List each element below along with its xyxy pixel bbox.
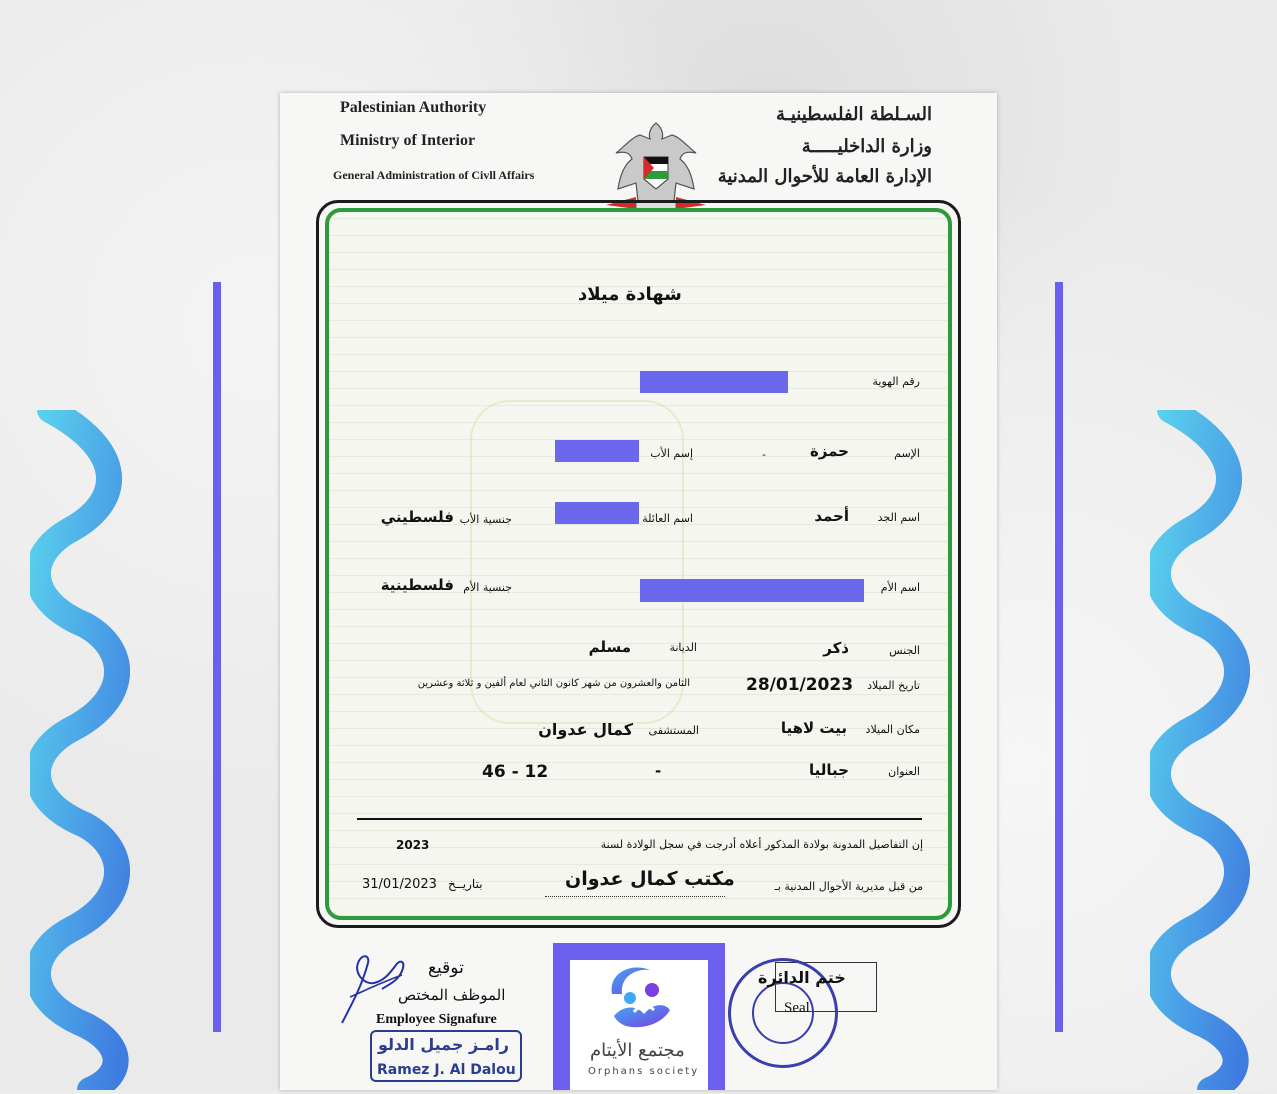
address-number: 46 - 12 — [482, 762, 549, 782]
id-redaction — [640, 371, 788, 393]
issued-date-value: 31/01/2023 — [362, 877, 437, 892]
grandfather-value: أحمد — [814, 507, 849, 525]
registration-statement: إن التفاصيل المدونة بولادة المذكور أعلاه أدرجت في سجل الولادة لسنة — [600, 838, 923, 851]
header-ar-ministry: وزارة الداخليـــــة — [801, 136, 932, 157]
handwritten-signature — [340, 945, 410, 1027]
seal-label-ar: ختم الدائرة — [758, 968, 846, 987]
header-en-administration: General Administration of Civll Affairs — [333, 168, 535, 182]
name-value: حمزة — [809, 442, 849, 460]
family-label: اسم العائلة — [642, 512, 693, 525]
religion-value: مسلم — [588, 638, 631, 656]
id-label: رقم الهوية — [872, 375, 920, 388]
mother-nationality-label: جنسية الأم — [463, 581, 512, 594]
hospital-value: كمال عدوان — [538, 720, 633, 739]
header-en-authority: Palestinian Authority — [340, 99, 487, 116]
orphans-family-icon — [604, 964, 676, 1030]
issued-by-value: مكتب كمال عدوان — [565, 868, 735, 890]
dob-value: 28/01/2023 — [746, 675, 854, 695]
logo-name-ar: مجتمع الأيتام — [590, 1040, 685, 1061]
sex-value: ذكر — [823, 639, 849, 657]
mother-label: اسم الأم — [880, 581, 920, 594]
dob-in-words: الثامن والعشرون من شهر كانون الثاني لعام ألفين و ثلاثة وعشرين — [417, 678, 690, 689]
palestinian-eagle-emblem-icon — [596, 113, 716, 213]
hospital-label: المستشفى — [648, 724, 699, 737]
right-wave-decoration — [1150, 410, 1250, 1090]
grandfather-label: اسم الجد — [877, 511, 920, 524]
header-ar-authority: السـلطة الفلسطينيـة — [775, 104, 932, 125]
issued-by-dotline — [545, 896, 725, 897]
stamp-name-en: Ramez J. Al Dalou — [377, 1062, 516, 1078]
family-redaction — [555, 502, 639, 524]
address-separator: - — [655, 762, 662, 780]
father-nationality-value: فلسطيني — [380, 508, 454, 526]
stamp-name-ar: رامـز جميل الدلو — [378, 1035, 510, 1054]
dob-label: تاريخ الميلاد — [867, 679, 920, 692]
right-accent-bar — [1055, 282, 1063, 1032]
divider-line — [357, 818, 922, 820]
pob-value: بيت لاهيا — [780, 719, 847, 737]
signature-label-ar: توقيع — [428, 958, 464, 978]
registration-year: 2023 — [396, 838, 430, 852]
issued-date-label: بتاريــخ — [448, 877, 483, 891]
left-accent-bar — [213, 282, 221, 1032]
issued-by-label: من قبل مديرية الأحوال المدنية بـ — [774, 880, 923, 893]
signature-label-en: Employee Signafure — [376, 1012, 497, 1027]
logo-name-en: Orphans society — [588, 1066, 700, 1077]
pob-label: مكان الميلاد — [865, 723, 920, 736]
mother-nationality-value: فلسطينية — [380, 576, 454, 594]
father-label: إسم الأب — [650, 447, 693, 460]
sex-label: الجنس — [889, 644, 920, 657]
name-label: الإسم — [894, 447, 920, 460]
seal-label-en: Seal — [784, 1000, 810, 1016]
header-en-ministry: Ministry of Interior — [340, 132, 476, 149]
signature-employee-ar: الموظف المختص — [398, 986, 506, 1004]
father-nationality-label: جنسية الأب — [459, 513, 512, 526]
left-wave-decoration — [30, 410, 130, 1090]
certificate-title: شهادة ميلاد — [578, 284, 682, 305]
address-label: العنوان — [888, 765, 920, 778]
header-ar-administration: الإدارة العامة للأحوال المدنية — [717, 166, 932, 187]
mother-redaction — [640, 579, 864, 602]
father-redaction — [555, 440, 639, 462]
address-value: جباليا — [809, 761, 849, 779]
name-separator: - — [762, 448, 766, 461]
religion-label: الديانة — [669, 641, 697, 654]
